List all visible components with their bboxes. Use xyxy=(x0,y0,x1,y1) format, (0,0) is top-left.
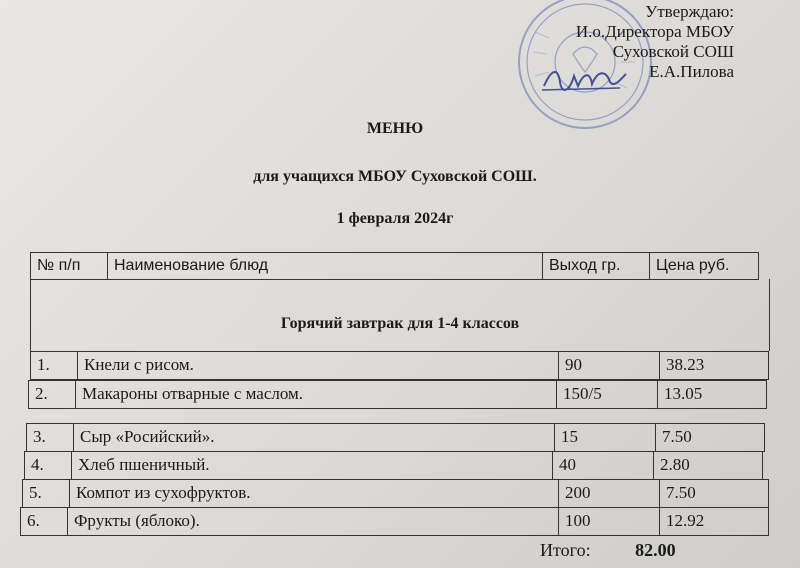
row-weight: 200 xyxy=(559,480,660,507)
header-name: Наименование блюд xyxy=(108,253,543,279)
row-price: 38.23 xyxy=(666,355,705,374)
row-price: 7.50 xyxy=(666,483,696,502)
approval-line-4: Е.А.Пилова xyxy=(649,62,734,81)
header-weight: Выход гр. xyxy=(543,253,650,279)
row-weight: 40 xyxy=(553,452,654,479)
approval-line-3: Суховской СОШ xyxy=(612,42,734,61)
row-name: Макароны отварные с маслом. xyxy=(76,381,557,408)
section-box xyxy=(30,279,770,351)
row-num: 6. xyxy=(21,508,68,535)
menu-title: МЕНЮ xyxy=(366,120,424,137)
row-weight: 15 xyxy=(555,424,656,451)
row-weight: 100 xyxy=(559,508,660,535)
row-price: 13.05 xyxy=(664,384,703,403)
row-price: 12.92 xyxy=(666,511,705,530)
table-row xyxy=(24,451,763,480)
row-name: Компот из сухофруктов. xyxy=(70,480,559,507)
row-weight: 90 xyxy=(559,352,660,379)
row-name: Хлеб пшеничный. xyxy=(72,452,553,479)
approval-line-2: И.о.Директора МБОУ xyxy=(575,22,734,41)
row-weight: 150/5 xyxy=(557,381,658,408)
approval-line-1: Утверждаю: xyxy=(645,2,734,21)
row-num: 5. xyxy=(23,480,70,507)
table-row xyxy=(28,380,767,409)
row-num: 1. xyxy=(31,352,78,379)
total xyxy=(540,540,676,561)
row-name: Сыр «Росийский». xyxy=(74,424,555,451)
row-price: 7.50 xyxy=(662,427,692,446)
table-row xyxy=(22,479,769,508)
table-header xyxy=(30,252,759,280)
row-name: Фрукты (яблоко). xyxy=(68,508,559,535)
table-row xyxy=(20,507,769,536)
menu-subtitle: для учащихся МБОУ Суховской СОШ. xyxy=(253,168,537,185)
row-num: 2. xyxy=(29,381,76,408)
row-num: 3. xyxy=(27,424,74,451)
menu-date: 1 февраля 2024г xyxy=(336,210,454,227)
table-row xyxy=(30,351,769,380)
header-price: Цена руб. xyxy=(656,257,730,274)
row-price: 2.80 xyxy=(660,455,690,474)
section-title: Горячий завтрак для 1-4 классов xyxy=(280,315,520,332)
header-num: № п/п xyxy=(31,253,108,279)
table-row xyxy=(26,423,765,452)
approval-block xyxy=(576,2,734,82)
total-label: Итого: xyxy=(540,540,591,560)
total-value: 82.00 xyxy=(635,540,676,560)
row-num: 4. xyxy=(25,452,72,479)
row-name: Кнели с рисом. xyxy=(78,352,559,379)
